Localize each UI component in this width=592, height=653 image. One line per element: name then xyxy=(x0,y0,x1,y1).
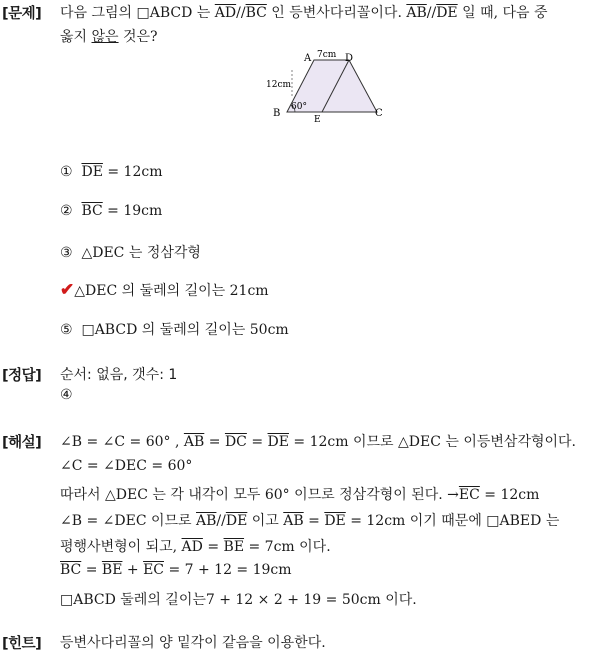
text: = xyxy=(202,539,224,555)
text: // xyxy=(216,513,226,529)
option-5[interactable] xyxy=(60,319,289,339)
text: = 12cm 이기 때문에 □ABED 는 xyxy=(345,513,560,529)
explanation-line-5 xyxy=(60,536,331,556)
vertex-label-c: C xyxy=(375,108,383,119)
segment: $\overline{BC}$ xyxy=(81,203,103,219)
explanation-line-6 xyxy=(60,562,292,578)
segment: $\overline{EC}$ xyxy=(143,562,164,578)
checkmark-icon: ✔ xyxy=(60,280,75,300)
vertex-label-b: B xyxy=(273,108,281,119)
explanation-line-3 xyxy=(60,484,539,504)
segment: $\overline{DE}$ xyxy=(436,5,458,21)
segment: $\overline{AB}$ xyxy=(283,513,304,529)
option-marker: ② xyxy=(60,203,73,219)
option-text: □ABCD 의 둘레의 길이는 50cm xyxy=(81,322,289,338)
answer-tag: [정답] xyxy=(2,368,42,384)
side-length-label: 12cm xyxy=(266,80,292,90)
text: ∠B = ∠DEC 이므로 xyxy=(60,513,197,529)
text: 따라서 △DEC 는 각 내각이 모두 60° 이므로 정삼각형이 된다. → xyxy=(60,487,459,503)
segment: $\overline{BE}$ xyxy=(223,539,245,555)
text: + xyxy=(122,562,144,578)
problem-line-2 xyxy=(60,26,158,46)
segment: $\overline{DC}$ xyxy=(224,434,247,450)
problem-tag: [문제] xyxy=(2,6,42,22)
segment: $\overline{AB}$ xyxy=(183,434,205,450)
text: 평행사변형이 되고, xyxy=(60,539,182,555)
explanation-tag: [해설] xyxy=(2,435,42,451)
vertex-label-d: D xyxy=(345,53,354,64)
option-marker: ⑤ xyxy=(60,322,73,338)
text: = xyxy=(303,513,325,529)
segment: $\overline{DE}$ xyxy=(225,513,248,529)
text: = xyxy=(204,434,225,450)
explanation-line-4 xyxy=(60,510,559,530)
segment: $\overline{DE}$ xyxy=(267,434,289,450)
answer-line-2: ④ xyxy=(60,387,73,403)
option-text: = 19cm xyxy=(102,203,163,219)
text: 일 때, 다음 중 xyxy=(457,5,548,21)
text: 인 등변사다리꼴이다. xyxy=(266,5,407,21)
text: 다음 그림의 □ABCD 는 xyxy=(60,5,215,21)
explanation-line-1 xyxy=(60,431,576,451)
explanation-line-2: ∠C = ∠DEC = 60° xyxy=(60,458,193,474)
option-2[interactable] xyxy=(60,203,162,219)
vertex-label-a: A xyxy=(304,53,312,64)
text: = 7cm 이다. xyxy=(244,539,331,555)
trapezoid-figure xyxy=(262,48,392,124)
text: = xyxy=(81,562,102,578)
text: // xyxy=(426,5,437,21)
segment: $\overline{EC}$ xyxy=(458,487,480,503)
option-3[interactable] xyxy=(60,242,201,262)
option-marker: ① xyxy=(60,164,73,180)
text: = 7 + 12 = 19cm xyxy=(164,562,292,578)
option-1[interactable] xyxy=(60,164,162,180)
segment: $\overline{AB}$ xyxy=(196,513,217,529)
text: ∠B = ∠C = 60° , xyxy=(60,434,184,450)
text: 옳지 xyxy=(60,29,92,45)
emphasis: 않은 xyxy=(91,29,119,45)
text: 이고 xyxy=(247,513,284,529)
option-4[interactable] xyxy=(60,280,269,300)
segment: $\overline{BC}$ xyxy=(60,562,82,578)
segment: $\overline{DE}$ xyxy=(324,513,346,529)
segment: $\overline{DE}$ xyxy=(81,164,103,180)
segment: $\overline{BE}$ xyxy=(101,562,123,578)
segment: $\overline{AD}$ xyxy=(214,5,237,21)
segment: $\overline{AB}$ xyxy=(406,5,427,21)
hint-text: 등변사다리꼴의 양 밑각이 같음을 이용한다. xyxy=(60,635,326,651)
text: = xyxy=(246,434,268,450)
text: // xyxy=(236,5,246,21)
option-marker: ③ xyxy=(60,245,73,261)
segment: $\overline{BC}$ xyxy=(245,5,267,21)
top-length-label: 7cm xyxy=(317,50,337,60)
vertex-label-e: E xyxy=(314,115,321,124)
option-text: △DEC 는 정삼각형 xyxy=(81,245,201,261)
angle-label: 60° xyxy=(291,102,307,112)
text: = 12cm xyxy=(479,487,540,503)
problem-line-1 xyxy=(60,2,548,22)
option-text: = 12cm xyxy=(102,164,163,180)
option-text: △DEC 의 둘레의 길이는 21cm xyxy=(74,283,269,299)
text: = 12cm 이므로 △DEC 는 이등변삼각형이다. xyxy=(288,434,576,450)
hint-tag: [힌트] xyxy=(2,636,42,652)
answer-line-1: 순서: 없음, 갯수: 1 xyxy=(60,367,178,383)
explanation-line-7: □ABCD 둘레의 길이는7 + 12 × 2 + 19 = 50cm 이다. xyxy=(60,592,417,608)
text: 것은? xyxy=(118,29,158,45)
segment: $\overline{AD}$ xyxy=(181,539,203,555)
